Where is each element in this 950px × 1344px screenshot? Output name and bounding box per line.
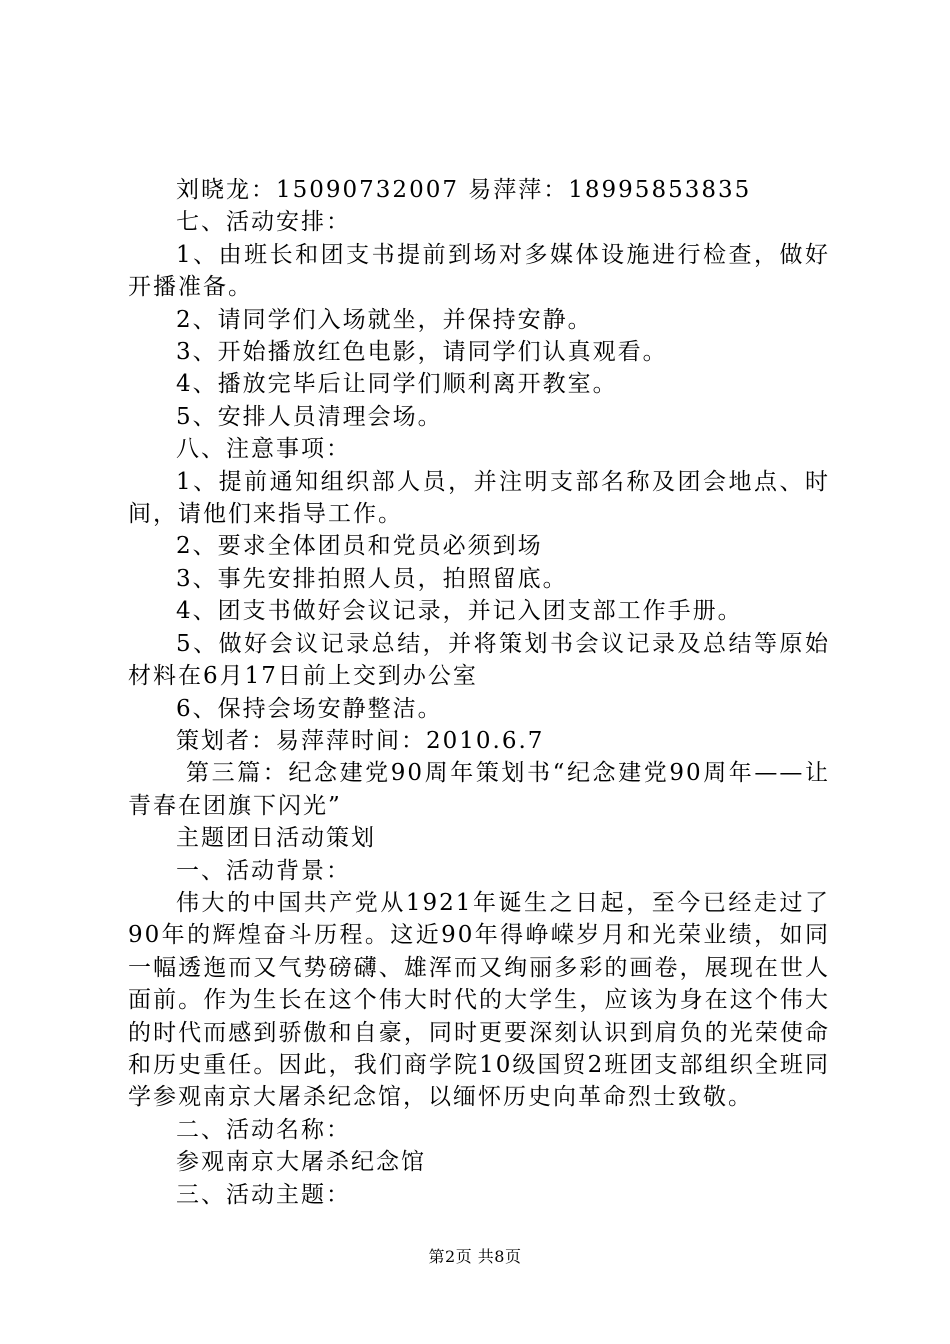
list-item: 1、由班长和团支书提前到场对多媒体设施进行检查，做好开播准备。 <box>128 241 830 301</box>
list-item: 3、事先安排拍照人员，拍照留底。 <box>176 565 568 592</box>
list-item: 2、请同学们入场就坐，并保持安静。 <box>176 306 593 333</box>
list-item: 6、保持会场安静整洁。 <box>176 695 443 722</box>
list-item: 4、团支书做好会议记录，并记入团支部工作手册。 <box>176 598 743 625</box>
document-body <box>128 174 830 1211</box>
contact-line: 刘晓龙：15090732007 易萍萍：18995853835 <box>176 177 752 203</box>
list-item: 4、播放完毕后让同学们顺利离开教室。 <box>176 371 618 398</box>
body-paragraph: 参观南京大屠杀纪念馆 <box>176 1149 426 1176</box>
list-item: 5、做好会议记录总结，并将策划书会议记录及总结等原始材料在6月17日前上交到办公室 <box>128 630 830 690</box>
list-item: 3、开始播放红色电影，请同学们认真观看。 <box>176 339 668 366</box>
article-subtitle: 主题团日活动策划 <box>176 825 376 852</box>
section-heading: 一、活动背景： <box>176 857 351 884</box>
article-title: 第三篇：纪念建党90周年策划书“纪念建党90周年——让青春在团旗下闪光” <box>128 760 830 819</box>
section-heading: 七、活动安排： <box>176 209 351 236</box>
body-paragraph: 伟大的中国共产党从1921年诞生之日起，至今已经走过了90年的辉煌奋斗历程。这近90年得峥嵘岁月和光荣业绩，如同一幅透迤而又气势磅礴、雄浑而又绚丽多彩的画卷，展现在世人面前。作为生长在这个伟大时代的大学生，应该为身在这个伟大的时代而感到骄傲和自豪，同时更要深刻认识到肩负的光荣使命和历史重任。因此，我们商学院10级国贸2班团支部组织全班同学参观南京大屠杀纪念馆，以缅怀历史向革命烈士致敬。 <box>128 889 830 1111</box>
list-item: 1、提前通知组织部人员，并注明支部名称及团会地点、时间，请他们来指导工作。 <box>128 468 830 528</box>
list-item: 5、安排人员清理会场。 <box>176 403 443 430</box>
signature-line: 策划者：易萍萍时间：2010.6.7 <box>176 727 545 754</box>
section-heading: 三、活动主题： <box>176 1181 351 1208</box>
section-heading: 八、注意事项： <box>176 436 351 463</box>
section-heading: 二、活动名称： <box>176 1116 351 1143</box>
page-footer: 第2页 共8页 <box>428 1247 522 1266</box>
list-item: 2、要求全体团员和党员必须到场 <box>176 533 543 560</box>
